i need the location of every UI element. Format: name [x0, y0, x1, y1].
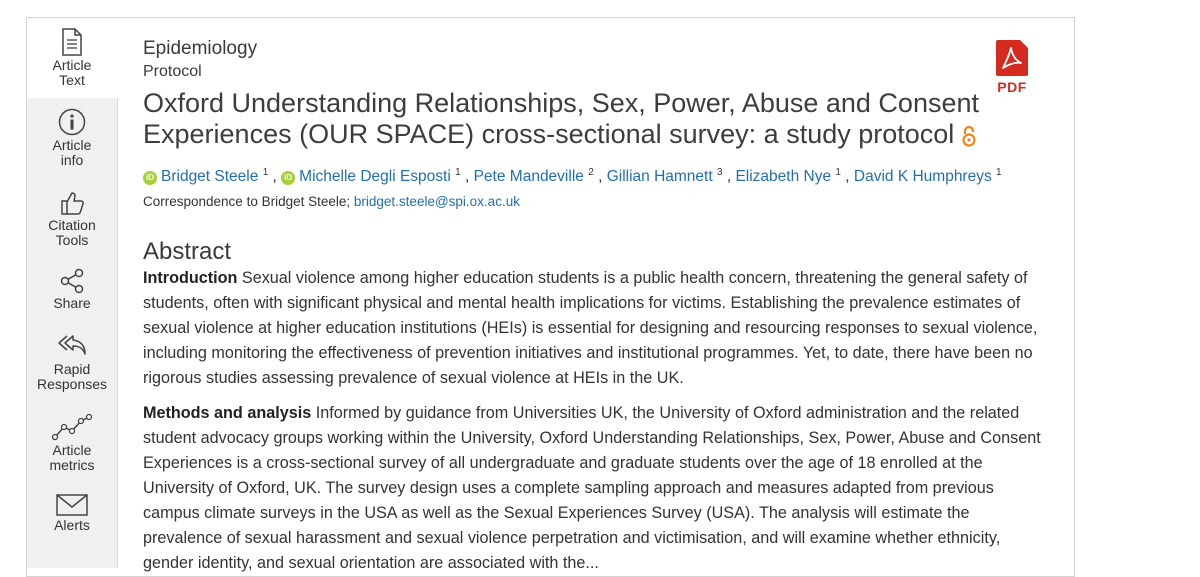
- section-text: Sexual violence among higher education students is a public health concern, threatening the general safety of students, often with significant physical and mental health implications for victims. Establishing the prevalence estimates of sexual violence at higher education institutions (HEIs) is essential for designing and resourcing responses to sexual violence, including monitoring the effectiveness of prevention initiatives and institutional programmes. Yet, to date, there have been no rigorous studies assessing prevalence of sexual violence at HEIs in the UK.: [143, 269, 1038, 387]
- section-label: Methods and analysis: [143, 404, 312, 422]
- tab-alerts[interactable]: [27, 494, 117, 533]
- author-item: [607, 168, 723, 185]
- correspondence-email-link[interactable]: bridget.steele@spi.ox.ac.uk: [353, 194, 520, 209]
- rail-label-line2: Responses: [36, 376, 108, 392]
- affiliation-marker: 1: [262, 167, 269, 178]
- rail-label-line2: info: [60, 152, 84, 168]
- tab-article-info[interactable]: [27, 108, 117, 168]
- affiliation-marker: 1: [455, 167, 461, 178]
- pdf-label: PDF: [997, 79, 1027, 95]
- article-title-text: Oxford Understanding Relationships, Sex, Power, Abuse and Consent Experiences (OUR SPACE) cross-sectional survey: a study protocol: [143, 88, 979, 149]
- rail-label-line1: Rapid: [53, 361, 91, 377]
- reply-all-icon: [57, 332, 87, 360]
- article-title: [143, 88, 1003, 150]
- article-type: Protocol: [143, 63, 202, 80]
- author-link[interactable]: Bridget Steele: [161, 168, 259, 185]
- rail-label-line1: Article: [52, 137, 92, 153]
- document-icon: [61, 28, 83, 56]
- abstract-introduction: [143, 266, 1053, 391]
- rail-label-line1: Article: [52, 442, 92, 458]
- author-link[interactable]: Elizabeth Nye: [735, 168, 832, 185]
- pdf-icon: [995, 40, 1029, 76]
- line-graph-icon: [52, 413, 92, 441]
- author-item: [474, 168, 594, 185]
- orcid-icon[interactable]: iD: [143, 171, 157, 185]
- affiliation-marker: 2: [588, 167, 594, 178]
- subject-category[interactable]: Epidemiology: [143, 38, 258, 59]
- author-item: [735, 168, 841, 185]
- affiliation-marker: 1: [835, 167, 841, 178]
- section-label: Introduction: [143, 269, 238, 287]
- author-item: [854, 168, 1002, 185]
- abstract-methods: [143, 401, 1053, 576]
- author-item: [281, 168, 461, 185]
- author-item: [143, 168, 268, 185]
- author-link[interactable]: Michelle Degli Esposti: [299, 168, 451, 185]
- tab-article-metrics[interactable]: [27, 413, 117, 473]
- author-list: iD Bridget Steele $^1$ , iD Michelle Degli Esposti $^1$ , Pete Mandeville $^2$ , Gillian Hamnett $^3$ , Elizabeth Nye $^1$ , David K Humphreys $^1$: [143, 167, 1002, 186]
- author-link[interactable]: Pete Mandeville: [473, 168, 584, 185]
- info-icon: [58, 108, 86, 136]
- author-link[interactable]: Gillian Hamnett: [606, 168, 713, 185]
- rail-label: Alerts: [54, 517, 90, 533]
- tab-article-text[interactable]: [27, 18, 117, 98]
- tab-citation-tools[interactable]: [27, 190, 117, 248]
- affiliation-marker: 3: [716, 167, 723, 178]
- correspondence: [143, 194, 520, 209]
- tab-rapid-responses[interactable]: [27, 332, 117, 392]
- correspondence-label: Correspondence to Bridget Steele;: [143, 194, 351, 209]
- tab-share[interactable]: [27, 268, 117, 311]
- rail-label-line2: metrics: [49, 457, 95, 473]
- thumbs-up-icon: [59, 190, 85, 216]
- tab-label-line1: Article: [52, 57, 92, 73]
- affiliation-marker: 1: [996, 167, 1002, 178]
- rail-label: Share: [53, 295, 91, 311]
- abstract-heading: Abstract: [143, 238, 232, 265]
- section-text: Informed by guidance from Universities UK, the University of Oxford administration and the related student advocacy groups working within the University, Oxford Understanding Relationships, Sex, Power, Abuse and Consent Experiences is a cross-sectional survey of all undergraduate and graduate students over the age of 18 enrolled at the University of Oxford, UK. The survey design uses a complete sampling approach and measures adapted from previous campus climate surveys in the USA as well as the Sexual Experiences Survey (USA). The analysis will estimate the prevalence of sexual harassment and sexual violence perpetration and victimisation, and will examine whether ethnicity, gender identity, and sexual orientation are associated with the...: [143, 404, 1041, 572]
- orcid-icon[interactable]: iD: [281, 171, 295, 185]
- rail-label-line1: Citation: [48, 217, 96, 233]
- tab-label-line2: Text: [59, 72, 85, 88]
- share-icon: [59, 268, 85, 294]
- rail-label-line2: Tools: [55, 232, 89, 248]
- open-access-icon: [962, 125, 976, 147]
- envelope-icon: [56, 494, 88, 516]
- pdf-download-button[interactable]: [993, 40, 1031, 95]
- author-link[interactable]: David K Humphreys: [853, 168, 992, 185]
